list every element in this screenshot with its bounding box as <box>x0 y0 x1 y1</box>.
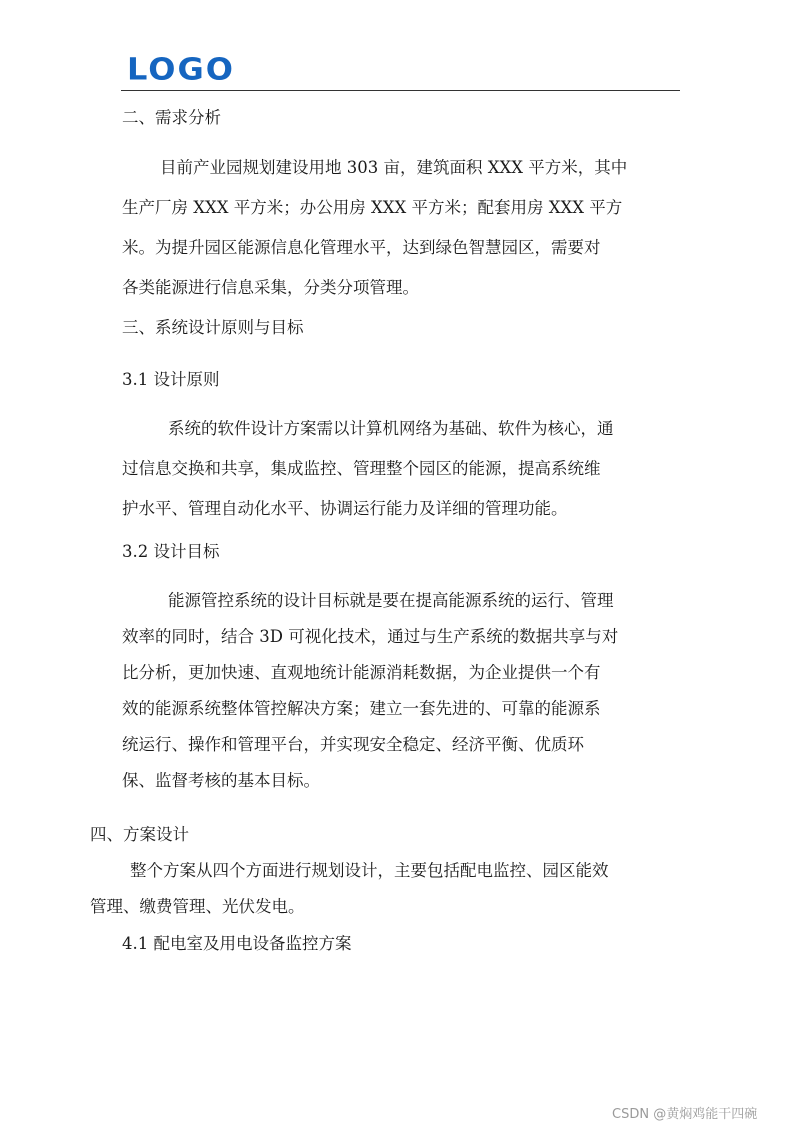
paragraph-line: 整个方案从四个方面进行规划设计，主要包括配电监控、园区能效 <box>130 861 609 880</box>
header-divider <box>121 90 680 91</box>
paragraph-line: 目前产业园规划建设用地 303 亩，建筑面积 XXX 平方米，其中 <box>160 158 628 177</box>
paragraph-line: 效率的同时，结合 3D 可视化技术，通过与生产系统的数据共享与对 <box>122 627 619 646</box>
paragraph-line: 过信息交换和共享，集成监控、管理整个园区的能源，提高系统维 <box>122 459 601 478</box>
section-heading-4: 四、方案设计 <box>90 825 189 844</box>
paragraph-line: 系统的软件设计方案需以计算机网络为基础、软件为核心，通 <box>168 419 614 438</box>
section-heading-2: 二、需求分析 <box>122 108 221 127</box>
section-4-paragraph <box>90 861 609 917</box>
section-3-1-paragraph <box>122 419 614 519</box>
section-2-paragraph <box>122 158 627 298</box>
paragraph-line: 比分析，更加快速、直观地统计能源消耗数据，为企业提供一个有 <box>122 663 601 682</box>
subsection-heading-3-1: 3.1 设计原则 <box>122 370 220 389</box>
paragraph-line: 米。为提升园区能源信息化管理水平，达到绿色智慧园区，需要对 <box>122 238 601 257</box>
paragraph-line: 生产厂房 XXX 平方米；办公用房 XXX 平方米；配套用房 XXX 平方 <box>122 198 623 217</box>
subsection-heading-3-2: 3.2 设计目标 <box>122 542 220 561</box>
paragraph-line: 统运行、操作和管理平台，并实现安全稳定、经济平衡、优质环 <box>122 735 584 754</box>
section-heading-3: 三、系统设计原则与目标 <box>122 318 304 337</box>
subsection-heading-4-1: 4.1 配电室及用电设备监控方案 <box>122 934 352 953</box>
watermark: CSDN @黄焖鸡能干四碗 <box>612 1107 758 1122</box>
paragraph-line: 保、监督考核的基本目标。 <box>122 771 320 790</box>
paragraph-line: 各类能源进行信息采集，分类分项管理。 <box>122 278 419 297</box>
section-3-2-paragraph <box>122 591 618 791</box>
paragraph-line: 护水平、管理自动化水平、协调运行能力及详细的管理功能。 <box>122 499 568 518</box>
paragraph-line: 效的能源系统整体管控解决方案；建立一套先进的、可靠的能源系 <box>122 699 601 718</box>
paragraph-line: 管理、缴费管理、光伏发电。 <box>90 897 305 916</box>
paragraph-line: 能源管控系统的设计目标就是要在提高能源系统的运行、管理 <box>168 591 614 610</box>
logo: LOGO <box>127 51 235 88</box>
